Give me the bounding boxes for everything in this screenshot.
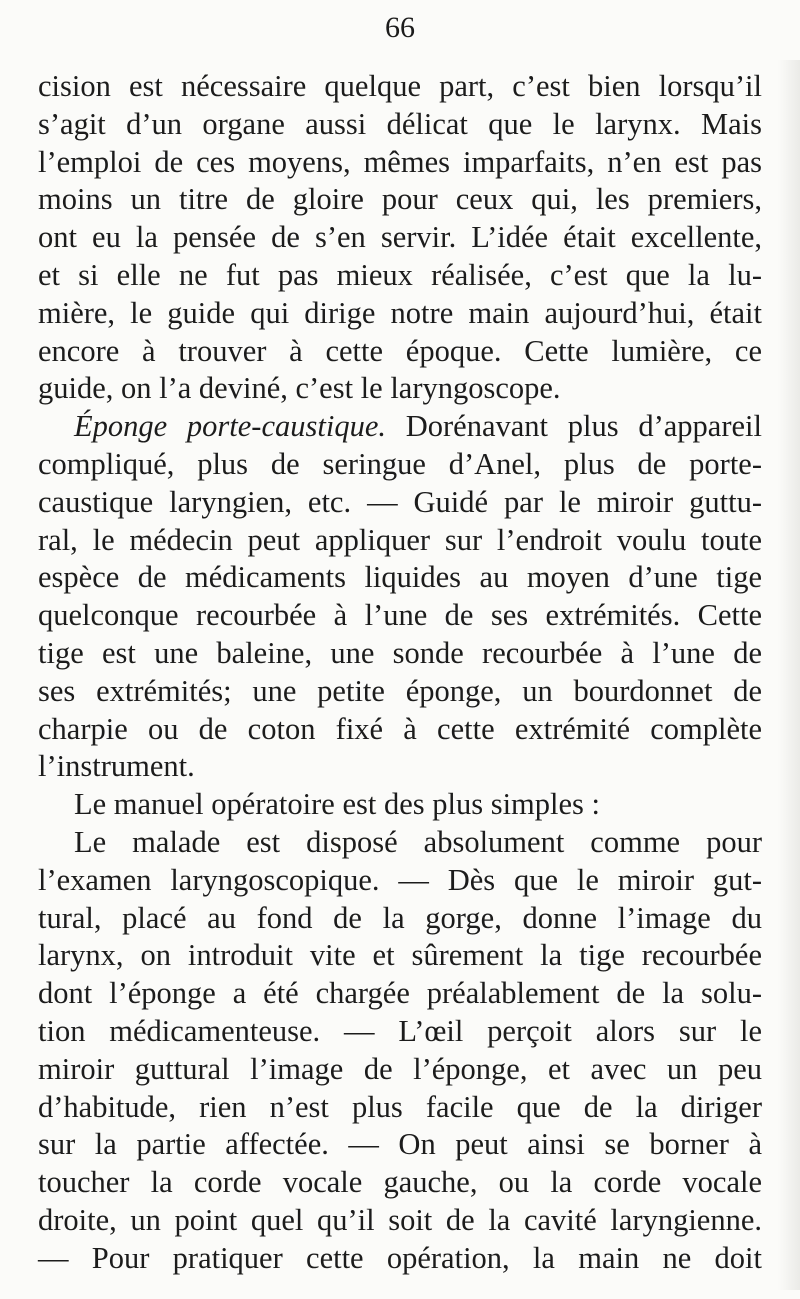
text-line: droite, un point quel qu’il soit de la cavité laryngienne.: [38, 1202, 762, 1237]
text-line: sur la partie affectée. — On peut ainsi se borner à: [38, 1127, 762, 1162]
text-line: tige est une baleine, une sonde recourbée à l’une de: [38, 635, 762, 670]
section-heading: Éponge porte-caustique.: [74, 409, 386, 444]
text-line: larynx, on introduit vite et sûrement la tige recourbée: [38, 938, 762, 973]
section-first-line-text: Dorénavant plus d’appareil: [385, 409, 762, 444]
section-first-line: [38, 408, 762, 446]
text-line: espèce de médicaments liquides au moyen d’une tige: [38, 560, 762, 595]
text-line: l’examen laryngoscopique. — Dès que le miroir gut-: [38, 862, 762, 897]
text-line: charpie ou de coton fixé à cette extrémité complète: [38, 711, 762, 746]
text-line: caustique laryngien, etc. — Guidé par le miroir guttu-: [38, 484, 762, 519]
text-line: cision est nécessaire quelque part, c’est bien lorsqu’il: [38, 69, 762, 103]
text-line: moins un titre de gloire pour ceux qui, les premiers,: [38, 182, 762, 217]
text-line: ral, le médecin peut appliquer sur l’endroit voulu toute: [38, 522, 762, 557]
text-line: toucher la corde vocale gauche, ou la corde vocale: [38, 1165, 762, 1200]
text-line: l’instrument.: [38, 749, 195, 784]
text-line: ses extrémités; une petite éponge, un bourdonnet de: [38, 673, 762, 708]
manual-first-line: Le malade est disposé absolument comme pour: [74, 824, 762, 859]
text-line: tural, placé au fond de la gorge, donne l’image du: [38, 900, 762, 935]
text-line: d’habitude, rien n’est plus facile que de la diriger: [38, 1089, 762, 1124]
page-number: 66: [385, 11, 415, 44]
page-edge-shadow: [778, 60, 800, 1290]
text-line: encore à trouver à cette époque. Cette lumière, ce: [38, 333, 762, 368]
manual-intro: Le manuel opératoire est des plus simples :: [74, 787, 600, 822]
text-line: et si elle ne fut pas mieux réalisée, c’est que la lu-: [38, 257, 762, 292]
text-line: ont eu la pensée de s’en servir. L’idée était excellente,: [38, 220, 762, 255]
text-line: s’agit d’un organe aussi délicat que le larynx. Mais: [38, 106, 762, 141]
text-line: mière, le guide qui dirige notre main aujourd’hui, était: [38, 295, 762, 330]
text-line: l’emploi de ces moyens, mêmes imparfaits, n’en est pas: [38, 144, 762, 179]
text-line: guide, on l’a deviné, c’est le laryngoscope.: [38, 371, 561, 406]
text-line: quelconque recourbée à l’une de ses extrémités. Cette: [38, 598, 762, 633]
text-line: — Pour pratiquer cette opération, la main ne doit: [38, 1240, 762, 1275]
body-text: [38, 68, 762, 1278]
text-line: miroir guttural l’image de l’éponge, et avec un peu: [38, 1051, 762, 1086]
text-line: compliqué, plus de seringue d’Anel, plus de porte-: [38, 446, 762, 481]
text-line: tion médicamenteuse. — L’œil perçoit alors sur le: [38, 1013, 762, 1048]
text-line: dont l’éponge a été chargée préalablement de la solu-: [38, 976, 762, 1011]
